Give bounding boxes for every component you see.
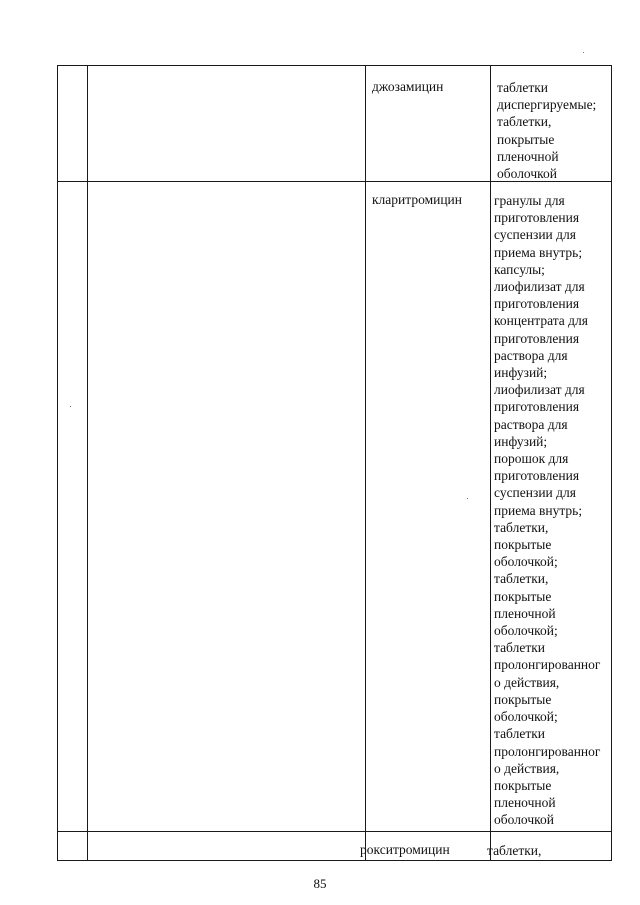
scan-speck — [583, 52, 584, 53]
row-divider-2 — [57, 831, 612, 832]
table-row-2-forms: гранулы для приготовления суспензии для приема внутрь; капсулы; лиофилизат для приготовления концентрата для приготовления раствора для инфузий; лиофилизат для приготовления раствора для инфузий; порошок для приготовления суспензии для приема внутрь; таблетки, покрытые оболочкой; таблетки, покрытые пленочной оболочкой; таблетки пролонгированног о действия, покрытые оболочкой; таблетки пролонгированног о действия, покрытые пленочной оболочкой — [494, 193, 601, 828]
table-row-1-forms: таблетки диспергируемые; таблетки, покрытые пленочной оболочкой — [497, 80, 597, 182]
scan-speck — [70, 406, 71, 407]
column-divider-1 — [87, 65, 88, 861]
table-bottom-border — [57, 860, 612, 861]
column-divider-2 — [365, 65, 366, 861]
scan-speck — [467, 498, 468, 499]
table-top-border — [57, 65, 612, 66]
table-row-3-drug: рокситромицин — [360, 842, 450, 857]
column-divider-3 — [490, 65, 491, 861]
table-right-border — [611, 65, 612, 861]
page-number: 85 — [313, 876, 327, 891]
table-row-1-drug: джозамицин — [372, 79, 444, 94]
table-left-border — [57, 65, 58, 861]
table-row-2-drug: кларитромицин — [372, 192, 463, 207]
table-row-3-forms: таблетки, — [487, 843, 542, 858]
